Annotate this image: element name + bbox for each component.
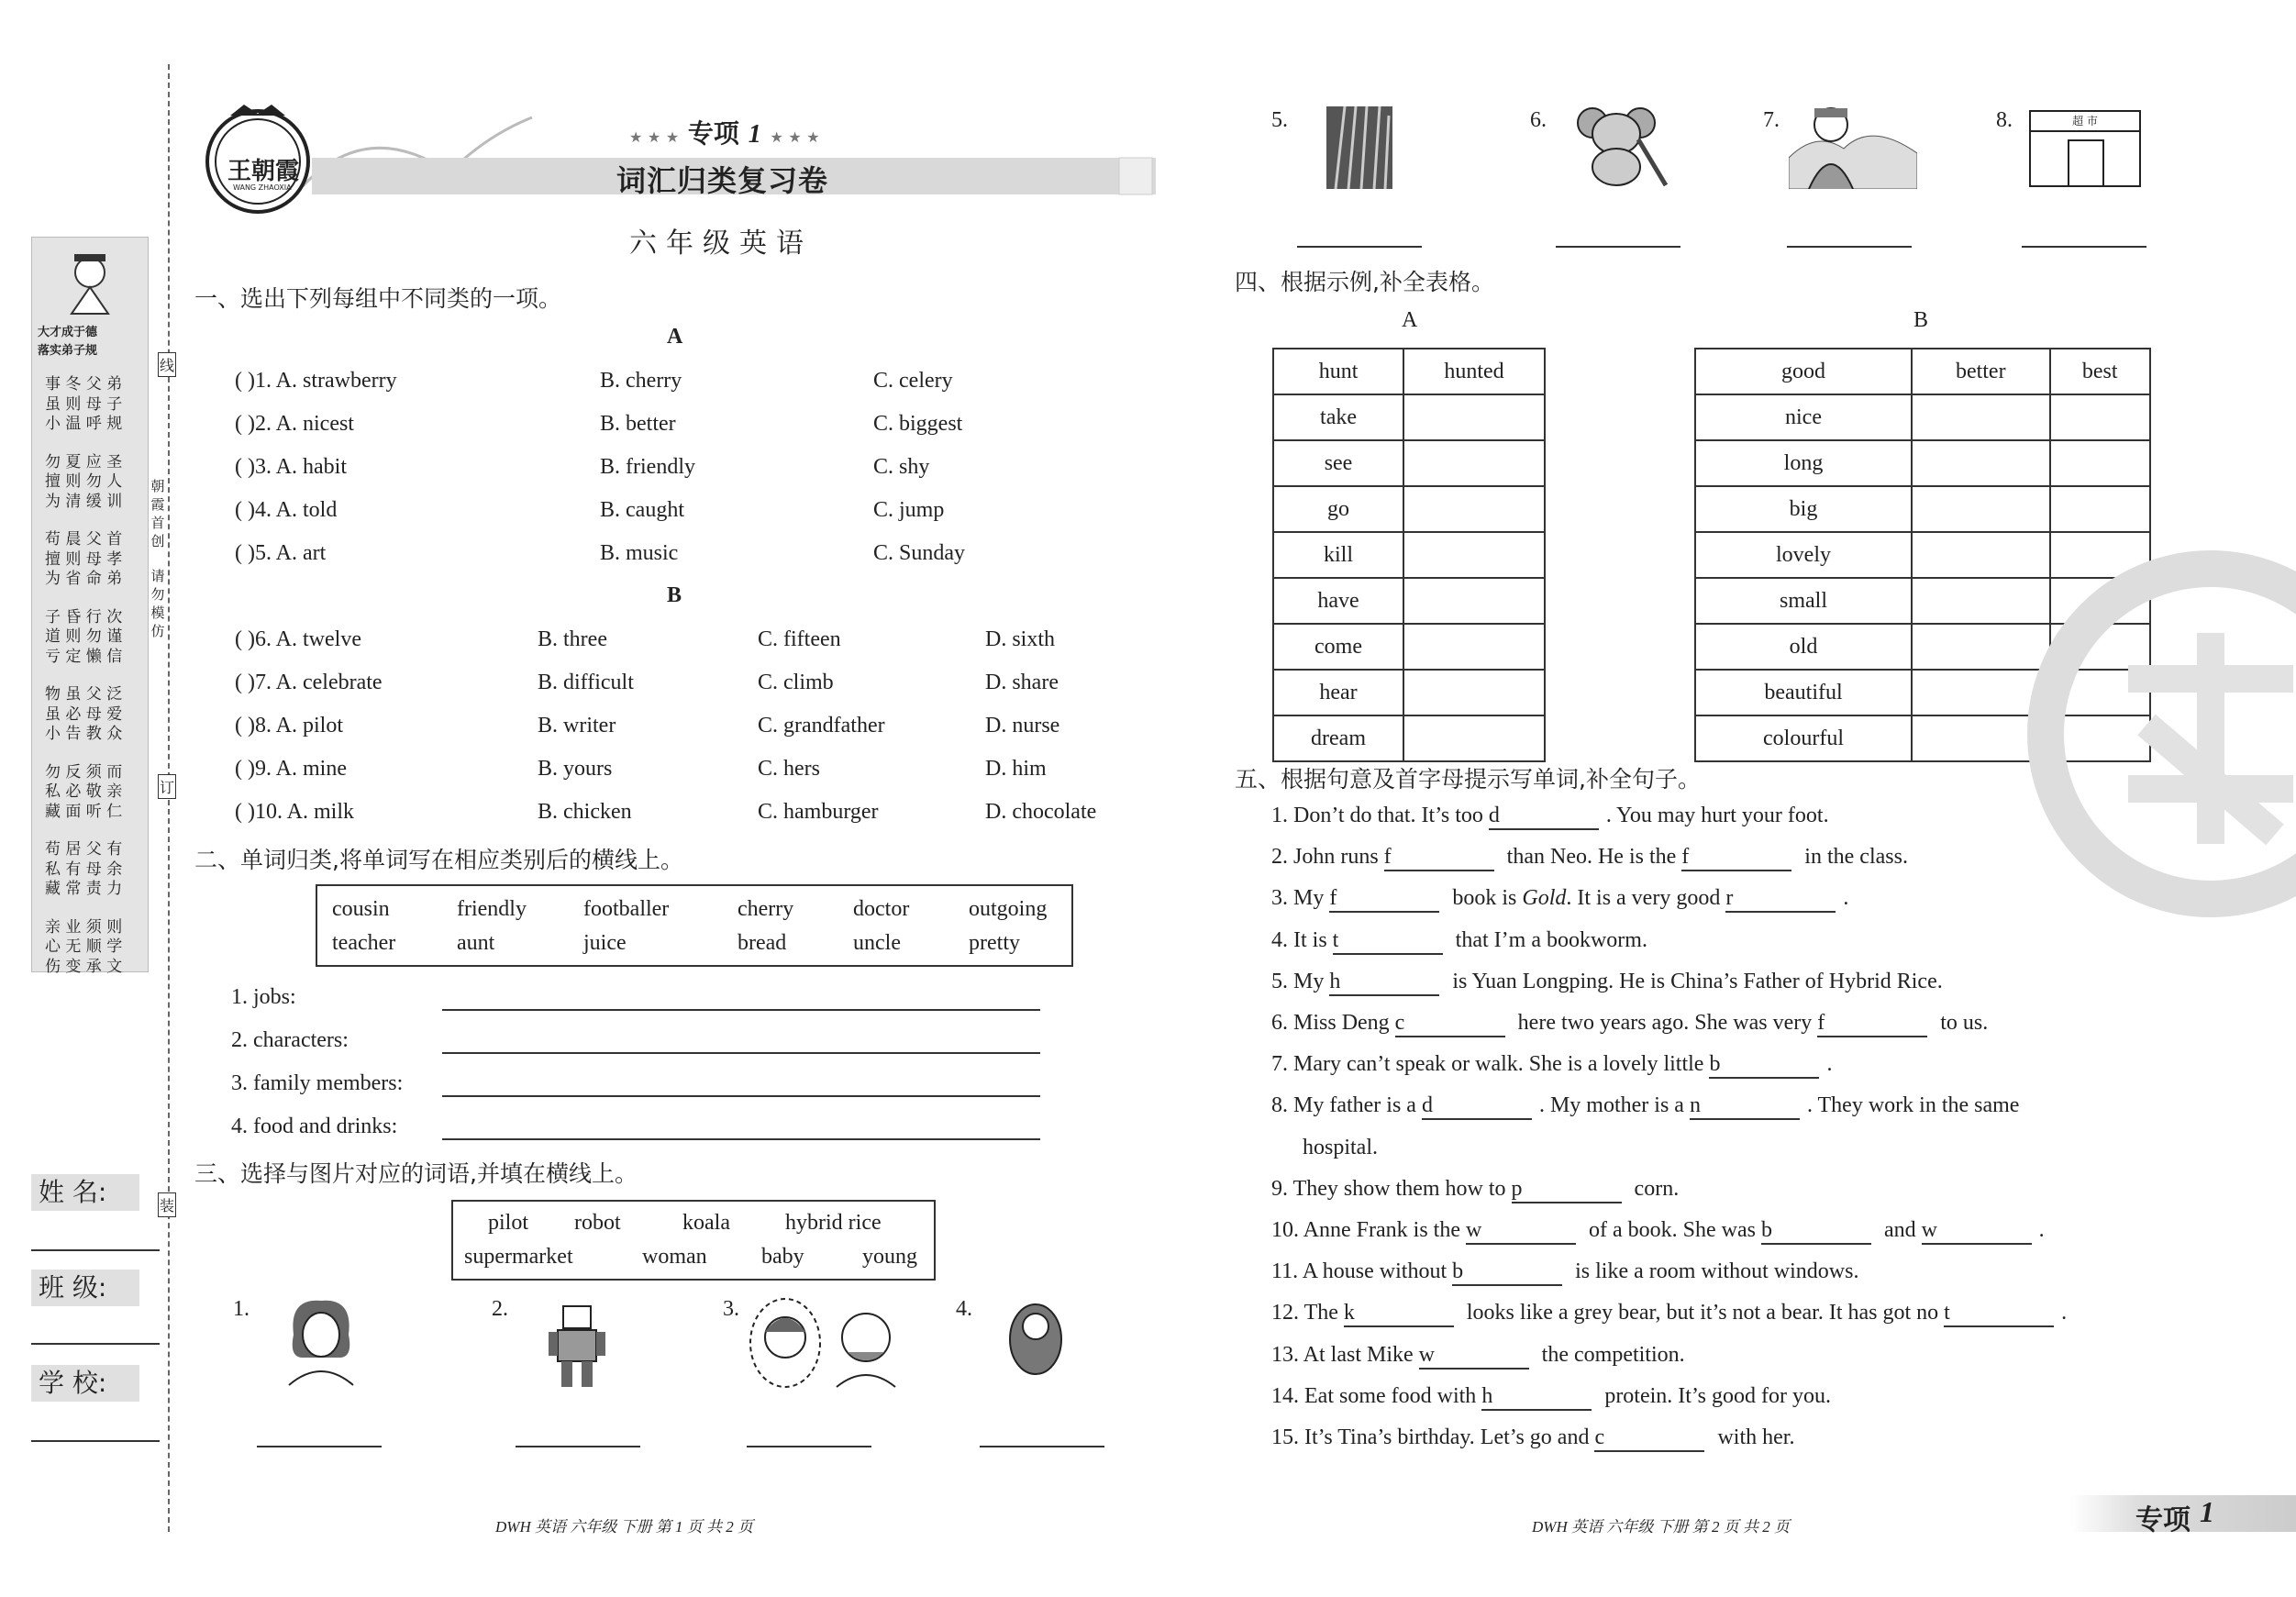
word-bank-item: doctor [853, 897, 910, 921]
page-subtitle: 六年级英语 [629, 227, 813, 260]
rules-panel [31, 237, 149, 976]
table-row [1273, 394, 1545, 440]
table-cell: good [1695, 349, 1912, 394]
option: D. sixth [985, 627, 1056, 651]
sentence-text: 5. My [1271, 969, 1330, 993]
fill-blank[interactable]: b [1452, 1259, 1562, 1286]
picture-word: robot [574, 1211, 621, 1235]
sentence-text: 14. Eat some food with [1271, 1383, 1482, 1408]
sentence-text: is Yuan Longping. He is China’s Father of Hybrid Rice. [1447, 969, 1943, 993]
sentence-text: 15. It’s Tina’s birthday. Let’s go and [1271, 1425, 1595, 1449]
answer-line-4[interactable] [980, 1446, 1104, 1447]
fill-blank[interactable]: h [1481, 1384, 1592, 1411]
fill-blank[interactable]: d [1489, 804, 1599, 830]
answer-line-8[interactable] [2022, 246, 2146, 248]
child-figure-icon [58, 245, 122, 318]
motto-1: 大才成于德 [38, 326, 98, 339]
name-input-line[interactable] [31, 1249, 160, 1251]
fill-blank[interactable]: f [1817, 1011, 1927, 1037]
table-cell: see [1273, 440, 1403, 486]
sentence-text: . [1826, 1052, 1833, 1077]
sentence [1271, 1343, 1685, 1370]
option: C. biggest [873, 412, 963, 436]
sentence-text: 4. It is [1271, 927, 1333, 952]
group-a-label: A [667, 325, 683, 349]
sentence-text: . My mother is a [1538, 1093, 1690, 1118]
sentence-text: . They work in the same [1806, 1093, 2020, 1118]
school-input-line[interactable] [31, 1440, 160, 1442]
table-answer-cell[interactable] [1403, 624, 1545, 670]
special-label: 专项 [687, 118, 739, 149]
table-cell: big [1695, 486, 1912, 532]
logo-subtext: WANG ZHAOXIA [233, 183, 292, 192]
option: B. friendly [600, 455, 695, 479]
option: D. nurse [985, 714, 1060, 738]
sentence [1271, 1384, 1831, 1411]
table-cell: kill [1273, 532, 1403, 578]
poem-line: 亏 定 懒 信 [45, 647, 123, 666]
poem-line: 虽 则 母 子 [45, 394, 123, 414]
poem-line: 虽 必 母 爱 [45, 704, 123, 724]
question-stem[interactable]: ( )3. A. habit [235, 455, 347, 479]
sentence [1271, 1093, 2019, 1120]
class-label: 班 级: [31, 1270, 139, 1306]
poem-line: 为 省 命 弟 [45, 570, 123, 588]
binding-mark-ding: 订 [158, 774, 176, 799]
category-label: 1. jobs: [231, 985, 296, 1009]
sentence-text: that I’m a bookworm. [1449, 927, 1647, 952]
sentence-text: . [2061, 1301, 2068, 1325]
option: C. grandfather [758, 714, 885, 738]
category-answer-line[interactable] [442, 1138, 1040, 1140]
table-answer-cell[interactable] [1403, 394, 1545, 440]
table-row [1273, 440, 1545, 486]
class-input-line[interactable] [31, 1343, 160, 1345]
sentence-text: in the class. [1799, 845, 1908, 870]
word-bank-item: footballer [583, 897, 670, 921]
sentence-text: . You may hurt your foot. [1605, 804, 1829, 827]
table-row [1695, 486, 2150, 532]
sentence-text: book is [1447, 886, 1523, 911]
question-stem[interactable]: ( )4. A. told [235, 498, 338, 522]
pic-num-1: 1. [233, 1297, 250, 1321]
fill-blank[interactable]: c [1594, 1425, 1704, 1452]
table-cell: colourful [1695, 715, 1912, 761]
sentence-text: and [1878, 1218, 1922, 1242]
footer-left: DWH 英语 六年级 下册 第 1 页 共 2 页 [495, 1518, 753, 1536]
binding-mark-xian: 线 [158, 352, 176, 377]
word-bank-item: juice [583, 931, 627, 955]
fill-blank[interactable]: f [1384, 845, 1494, 871]
sentence-text: 3. My [1271, 886, 1330, 911]
answer-line-6[interactable] [1556, 246, 1680, 248]
option: C. hamburger [758, 800, 879, 824]
note-char: 模 [150, 604, 165, 621]
table-answer-cell[interactable] [1912, 440, 2049, 486]
option: C. hers [758, 757, 820, 781]
option: B. caught [600, 498, 684, 522]
logo-text: 王朝霞 [227, 158, 300, 185]
question-stem[interactable]: ( )8. A. pilot [235, 714, 343, 738]
book-title: Gold [1522, 886, 1567, 911]
pic-num-2: 2. [492, 1297, 508, 1321]
option: D. share [985, 671, 1059, 694]
fill-blank[interactable]: w [1922, 1218, 2032, 1245]
table-row [1273, 349, 1545, 394]
note-char: 首 [150, 515, 165, 531]
sentence-text: of a book. She was [1582, 1218, 1761, 1242]
option: B. chicken [538, 800, 632, 824]
section5-title: 五、根据句意及首字母提示写单词,补全句子。 [1235, 766, 1701, 793]
table-cell: old [1695, 624, 1912, 670]
table-answer-cell[interactable] [2050, 394, 2151, 440]
option: B. music [600, 541, 679, 565]
sentence-text: than Neo. He is the [1501, 845, 1682, 870]
section1-title: 一、选出下列每组中不同类的一项。 [194, 285, 562, 312]
answer-line-2[interactable] [516, 1446, 640, 1447]
poem-line: 勿 夏 应 圣 [45, 452, 123, 471]
poem-line: 苟 晨 父 首 [45, 530, 123, 549]
word-bank-box [316, 884, 1073, 967]
poem-line: 藏 面 听 仁 [45, 802, 123, 821]
special-badge [629, 114, 820, 150]
supermarket-picture [2029, 110, 2141, 187]
table-cell: come [1273, 624, 1403, 670]
picture-word: baby [761, 1245, 804, 1269]
picture-word: hybrid rice [785, 1211, 882, 1235]
poem-line: 事 冬 父 弟 [45, 375, 123, 394]
sentence-text: is like a room without windows. [1569, 1259, 1859, 1284]
picture-word: koala [682, 1211, 730, 1235]
footer-tab-label: 专项 [2135, 1504, 2191, 1536]
poem-line: 私 必 敬 亲 [45, 782, 123, 801]
stars-right-icon: ★ ★ ★ [770, 128, 820, 146]
copyright-vertical-note [150, 477, 166, 640]
table-row [1273, 624, 1545, 670]
sentence-text: 10. Anne Frank is the [1271, 1218, 1466, 1242]
sentence-text: 8. My father is a [1271, 1093, 1422, 1118]
sentence-text: hospital. [1303, 1135, 1378, 1159]
picture-word: young [862, 1245, 917, 1269]
picture-word: woman [642, 1245, 707, 1269]
option: B. three [538, 627, 607, 651]
section4-title: 四、根据示例,补全表格。 [1235, 269, 1494, 295]
fill-blank[interactable]: k [1344, 1301, 1454, 1327]
poem-line: 道 则 勿 谨 [45, 627, 123, 646]
table-answer-cell[interactable] [2050, 440, 2151, 486]
option: D. chocolate [985, 800, 1097, 824]
sentence-text: 13. At last Mike [1271, 1342, 1419, 1367]
fill-blank[interactable]: b [1761, 1218, 1871, 1245]
note-char: 朝 [150, 478, 165, 494]
note-char: 请 [150, 568, 165, 584]
question-stem[interactable]: ( )10. A. milk [235, 800, 354, 824]
category-answer-line[interactable] [442, 1052, 1040, 1054]
sentence [1271, 1052, 1832, 1079]
category-label: 4. food and drinks: [231, 1115, 398, 1138]
poem-line: 苟 居 父 有 [45, 840, 123, 859]
sentence [1271, 1177, 1679, 1203]
table-row [1273, 486, 1545, 532]
word-bank-item: cousin [332, 897, 390, 921]
answer-line-7[interactable] [1787, 246, 1912, 248]
poem-line: 亲 业 须 则 [45, 917, 123, 937]
answer-line-3[interactable] [747, 1446, 871, 1447]
table-answer-cell[interactable] [1403, 578, 1545, 624]
poem-line: 擅 则 母 孝 [45, 549, 123, 569]
sentence [1303, 1136, 1378, 1160]
word-bank-item: pretty [969, 931, 1020, 955]
table-b-label: B [1913, 308, 1929, 332]
sentence-text: 6. Miss Deng [1271, 1011, 1395, 1035]
sentence [1271, 928, 1647, 955]
note-char: 仿 [150, 623, 165, 639]
pic-num-5: 5. [1271, 108, 1288, 132]
table-row [1695, 440, 2150, 486]
sentence-text: the competition. [1536, 1342, 1685, 1367]
category-answer-line[interactable] [442, 1095, 1040, 1097]
answer-line-5[interactable] [1297, 246, 1422, 248]
poem-line: 子 昏 行 次 [45, 607, 123, 627]
poem-line: 小 告 教 众 [45, 725, 123, 743]
table-answer-cell[interactable] [1912, 486, 2049, 532]
sentence-text: 1. Don’t do that. It’s too [1271, 804, 1489, 827]
fill-blank[interactable]: r [1725, 886, 1836, 913]
option: C. celery [873, 369, 953, 393]
sentence [1271, 1011, 1988, 1037]
table-cell: go [1273, 486, 1403, 532]
table-cell: best [2050, 349, 2151, 394]
table-a-label: A [1402, 308, 1418, 332]
answer-line-1[interactable] [257, 1446, 382, 1447]
sentence-text: here two years ago. She was very [1512, 1011, 1818, 1035]
option: B. difficult [538, 671, 634, 694]
table-cell: hunted [1403, 349, 1545, 394]
binding-mark-zhuang: 装 [158, 1192, 176, 1217]
table-cell: dream [1273, 715, 1403, 761]
option: C. jump [873, 498, 945, 522]
option: C. Sunday [873, 541, 966, 565]
table-answer-cell[interactable] [2050, 486, 2151, 532]
fill-blank[interactable]: b [1709, 1052, 1819, 1079]
table-cell: hunt [1273, 349, 1403, 394]
watermark-seal-icon [2018, 541, 2296, 926]
fill-blank[interactable]: t [1944, 1301, 2054, 1327]
fill-blank[interactable]: c [1395, 1011, 1505, 1037]
special-number: 1 [748, 120, 761, 149]
poem-line: 小 温 呼 规 [45, 415, 123, 433]
pic-num-8: 8. [1996, 108, 2013, 132]
sentence [1271, 886, 1848, 913]
pilot-picture [1789, 103, 1917, 189]
sentence [1271, 1259, 1858, 1286]
poem-line: 私 有 母 余 [45, 859, 123, 879]
pic-num-7: 7. [1763, 108, 1780, 132]
picture-word: supermarket [464, 1245, 573, 1269]
question-stem[interactable]: ( )1. A. strawberry [235, 369, 397, 393]
question-stem[interactable]: ( )7. A. celebrate [235, 671, 383, 694]
sentence-text: 7. Mary can’t speak or walk. She is a lovely little [1271, 1052, 1710, 1077]
sentence-text: 2. John runs [1271, 845, 1384, 870]
table-answer-cell[interactable] [1403, 715, 1545, 761]
option: C. shy [873, 455, 930, 479]
word-bank-item: friendly [457, 897, 527, 921]
option: B. better [600, 412, 676, 436]
table-answer-cell[interactable] [1403, 670, 1545, 715]
baby-picture [1004, 1297, 1068, 1380]
table-cell: take [1273, 394, 1403, 440]
table-cell: long [1695, 440, 1912, 486]
table-answer-cell[interactable] [1403, 532, 1545, 578]
fill-blank[interactable]: f [1681, 845, 1791, 871]
fill-blank[interactable]: n [1690, 1093, 1800, 1120]
table-cell: better [1912, 349, 2049, 394]
question-stem[interactable]: ( )2. A. nicest [235, 412, 354, 436]
sentence-text: looks like a grey bear, but it’s not a bear. It has got no [1460, 1301, 1945, 1325]
question-stem[interactable]: ( )9. A. mine [235, 757, 347, 781]
shop-sign: 超 市 [2031, 112, 2139, 132]
young-and-old-picture [749, 1295, 923, 1391]
section2-title: 二、单词归类,将单词写在相应类别后的横线上。 [194, 847, 683, 873]
poem-line: 伤 变 承 文 [45, 957, 123, 976]
question-stem[interactable]: ( )5. A. art [235, 541, 327, 565]
word-bank-item: outgoing [969, 897, 1048, 921]
table-cell: nice [1695, 394, 1912, 440]
table-row [1273, 670, 1545, 715]
option: C. fifteen [758, 627, 841, 651]
table-cell: hear [1273, 670, 1403, 715]
fill-blank[interactable]: h [1329, 970, 1439, 996]
option: B. writer [538, 714, 616, 738]
table-cell: small [1695, 578, 1912, 624]
poem-line: 擅 则 勿 人 [45, 472, 123, 491]
note-char: 创 [150, 533, 165, 549]
sentence-text: with her. [1712, 1425, 1795, 1449]
sentence [1271, 1301, 2067, 1327]
table-answer-cell[interactable] [1912, 394, 2049, 440]
sentence-text: . It is a very good [1566, 886, 1726, 911]
hybrid-rice-picture [1326, 106, 1392, 189]
sentence [1271, 1425, 1794, 1452]
robot-picture [545, 1299, 609, 1391]
poem-line: 物 虽 父 泛 [45, 685, 123, 704]
question-stem[interactable]: ( )6. A. twelve [235, 627, 361, 651]
fill-blank[interactable]: w [1419, 1343, 1529, 1370]
sentence-text: protein. It’s good for you. [1599, 1383, 1831, 1408]
pic-num-6: 6. [1530, 108, 1547, 132]
word-bank-item: bread [738, 931, 787, 955]
fill-blank[interactable]: p [1512, 1177, 1622, 1203]
fill-blank[interactable]: f [1329, 886, 1439, 913]
koala-picture [1574, 103, 1669, 187]
word-bank-item: teacher [332, 931, 396, 955]
sentence [1271, 845, 1908, 871]
stars-left-icon: ★ ★ ★ [629, 128, 680, 146]
di-zi-gui-poem [45, 375, 146, 995]
note-char: 霞 [150, 496, 165, 513]
option: B. cherry [600, 369, 682, 393]
table-answer-cell[interactable] [1403, 486, 1545, 532]
sentence-text: . [1843, 886, 1849, 911]
category-answer-line[interactable] [442, 1009, 1040, 1011]
picture-word: pilot [488, 1211, 529, 1235]
option: B. yours [538, 757, 613, 781]
table-a [1272, 348, 1546, 762]
option: D. him [985, 757, 1047, 781]
category-label: 3. family members: [231, 1071, 404, 1095]
fill-blank[interactable]: w [1466, 1218, 1576, 1245]
group-b-label: B [667, 583, 682, 607]
sentence [1271, 970, 1943, 996]
name-label: 姓 名: [31, 1174, 139, 1211]
category-label: 2. characters: [231, 1028, 349, 1052]
table-row [1273, 532, 1545, 578]
fill-blank[interactable]: t [1333, 928, 1443, 955]
woman-picture [275, 1293, 367, 1389]
sentence-text: to us. [1935, 1011, 1989, 1035]
sentence-text: 11. A house without [1271, 1259, 1453, 1284]
table-row [1695, 349, 2150, 394]
sentence-text: 12. The [1271, 1301, 1344, 1325]
fill-blank[interactable]: d [1422, 1093, 1532, 1120]
sentence-text: 9. They show them how to [1271, 1176, 1512, 1201]
motto-2: 落实弟子规 [38, 344, 98, 358]
shop-door [2068, 139, 2104, 187]
sentence-text: corn. [1628, 1176, 1680, 1201]
footer-right: DWH 英语 六年级 下册 第 2 页 共 2 页 [1532, 1518, 1790, 1536]
pic-num-4: 4. [956, 1297, 972, 1321]
school-label: 学 校: [31, 1365, 139, 1402]
word-bank-item: uncle [853, 931, 901, 955]
table-row [1273, 578, 1545, 624]
word-bank-item: aunt [457, 931, 495, 955]
pic-num-3: 3. [723, 1297, 739, 1321]
sentence [1271, 1218, 2045, 1245]
poem-line: 藏 常 责 力 [45, 880, 123, 898]
table-cell: beautiful [1695, 670, 1912, 715]
table-row [1273, 715, 1545, 761]
footer-tab [2071, 1495, 2296, 1536]
sentence-text: . [2038, 1218, 2045, 1242]
option: C. climb [758, 671, 834, 694]
table-cell: have [1273, 578, 1403, 624]
note-char: 勿 [150, 586, 165, 603]
table-answer-cell[interactable] [1403, 440, 1545, 486]
table-cell: lovely [1695, 532, 1912, 578]
word-bank-item: cherry [738, 897, 794, 921]
poem-line: 心 无 顺 学 [45, 937, 123, 956]
sentence [1271, 804, 1829, 830]
poem-line: 勿 反 须 而 [45, 762, 123, 782]
page-title: 词汇归类复习卷 [616, 163, 829, 198]
section3-title: 三、选择与图片对应的词语,并填在横线上。 [194, 1160, 638, 1187]
poem-line: 为 清 缓 训 [45, 492, 123, 511]
footer-tab-number: 1 [2200, 1495, 2214, 1528]
table-row [1695, 394, 2150, 440]
